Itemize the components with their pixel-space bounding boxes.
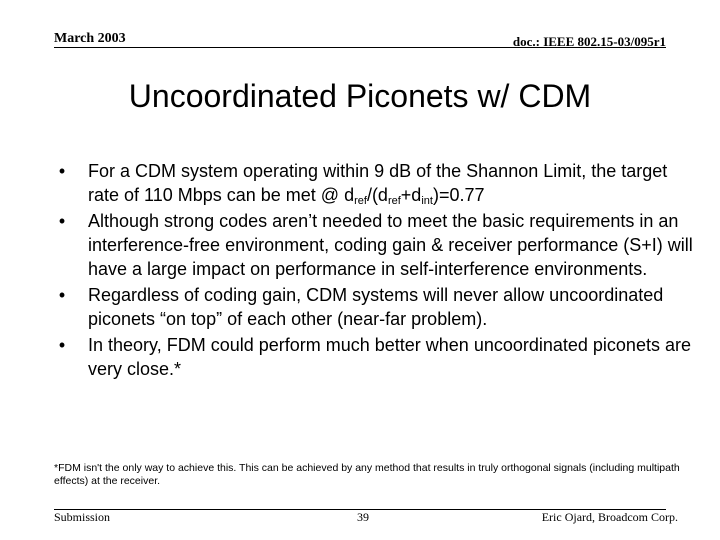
header-divider [54, 47, 666, 48]
subscript: int [421, 195, 433, 207]
bullet-text: For a CDM system operating within 9 dB of the Shannon Limit, the target rate of 110 Mbps can be met @ d [88, 161, 668, 205]
header-date: March 2003 [54, 31, 126, 46]
bullet-text: Although strong codes aren’t needed to meet the basic requirements in an interference-free environment, coding gain & receiver performance (S+I) will have a large impact on performance in self-interference environments. [88, 211, 693, 279]
bullet-text: )=0.77 [432, 185, 485, 205]
subscript: ref [354, 195, 367, 207]
bullet-icon: • [58, 285, 66, 305]
page-number: 39 [357, 510, 369, 524]
bullet-list [55, 159, 695, 383]
bullet-icon: • [58, 211, 66, 231]
bullet-icon: • [58, 161, 66, 181]
bullet-item [55, 209, 695, 281]
footer-author: Eric Ojard, Broadcom Corp. [541, 510, 678, 524]
subscript: ref [387, 195, 401, 207]
slide-title: Uncoordinated Piconets w/ CDM [128, 78, 592, 114]
bullet-text: +d [400, 185, 422, 205]
bullet-item [55, 283, 695, 331]
bullet-text: /(d [366, 185, 388, 205]
bullet-text: Regardless of coding gain, CDM systems will never allow uncoordinated piconets “on top” of each other (near-far problem). [88, 285, 664, 329]
bullet-item [55, 159, 695, 207]
bullet-item [55, 333, 695, 381]
footnote: *FDM isn't the only way to achieve this. This can be achieved by any method that results in truly orthogonal signals (including multipath effects) at the receiver. [54, 462, 680, 487]
header-doc-id: doc.: IEEE 802.15-03/095r1 [512, 34, 666, 49]
bullet-text: In theory, FDM could perform much better when uncoordinated piconets are very close.* [88, 335, 691, 379]
bullet-icon: • [58, 335, 66, 355]
footer-submission-label: Submission [54, 510, 111, 524]
